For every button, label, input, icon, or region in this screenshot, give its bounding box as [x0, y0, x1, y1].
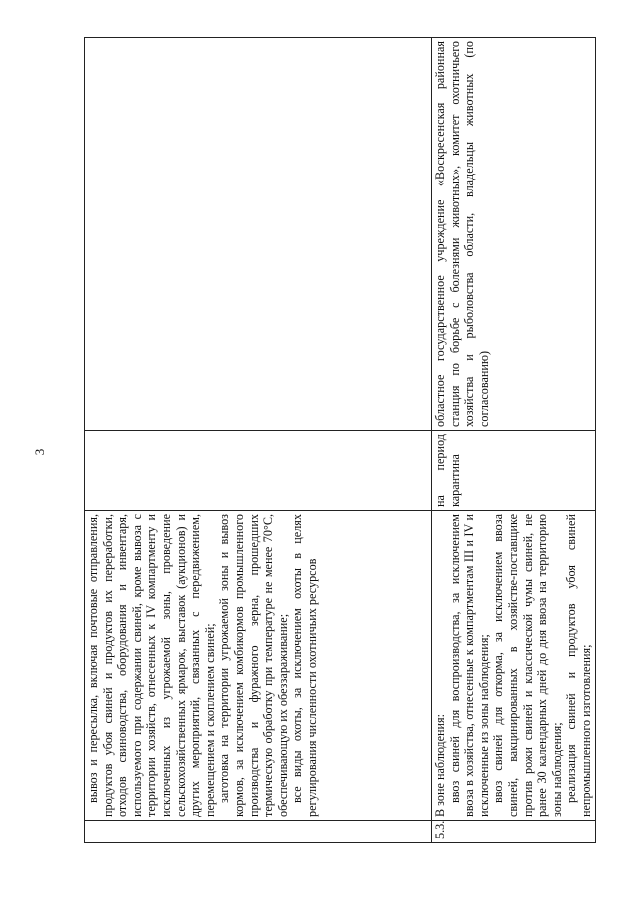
- table-row: [85, 38, 432, 843]
- measure-paragraph: реализация свиней и продуктов убоя свиней непромышленного изготовления;: [564, 514, 593, 817]
- term-cell: на период карантина: [432, 431, 596, 511]
- measure-paragraph: все виды охоты, за исключением охоты в целях регулирования численности охотничьих ресурсов: [290, 514, 319, 817]
- page-number: 3: [32, 448, 47, 456]
- row-number-cell: 5.3.: [432, 821, 596, 843]
- table-row: [432, 38, 596, 843]
- measure-paragraph: вывоз и пересылка, включая почтовые отправления, продуктов убоя свиней и продуктов их переработки, отходов свиноводства, оборудования и инвентаря, используемого при содержании свиней, кроме вывоза с территории хозяйств, отнесенных к IV компартменту и исключенных из угрожаемой зоны, проведение сельскохозяйственных ярмарок, выставок (аукционов) и других мероприятий, связанных с передвижением, перемещением и скоплением свиней;: [86, 514, 217, 817]
- responsible-cell: [85, 38, 432, 431]
- measure-content-cell: [85, 511, 432, 821]
- measure-content-cell: [432, 511, 596, 821]
- term-cell: [85, 431, 432, 511]
- measure-paragraph: ввоз свиней для откорма, за исключением ввоза свиней, вакцинированных в хозяйстве-поставщике против рожи свиней и классической чумы свиней, не ранее 30 календарных дней до дня ввоза на территорию зоны наблюдения;: [491, 514, 564, 817]
- measures-table: [84, 37, 596, 843]
- measure-paragraph: заготовка на территории угрожаемой зоны и вывоз кормов, за исключением комбикормов промышленного производства и фуражного зерна, прошедших термическую обработку при температуре не менее 70°С, обеспечивающую их обеззараживание;: [217, 514, 290, 817]
- row-number-cell: [85, 821, 432, 843]
- measure-heading: В зоне наблюдения:: [433, 713, 447, 817]
- measure-paragraph: ввоз свиней для воспроизводства, за исключением ввоза в хозяйства, отнесенные к компартментам III и IV и исключенные из зоны наблюдения;: [447, 514, 491, 817]
- rotated-page-frame: [84, 37, 593, 843]
- responsible-cell: областное государственное учреждение «Воскресенская районная станция по борьбе с болезнями животных», комитет охотничьего хозяйства и рыболовства области, владельцы животных (по согласованию): [432, 38, 596, 431]
